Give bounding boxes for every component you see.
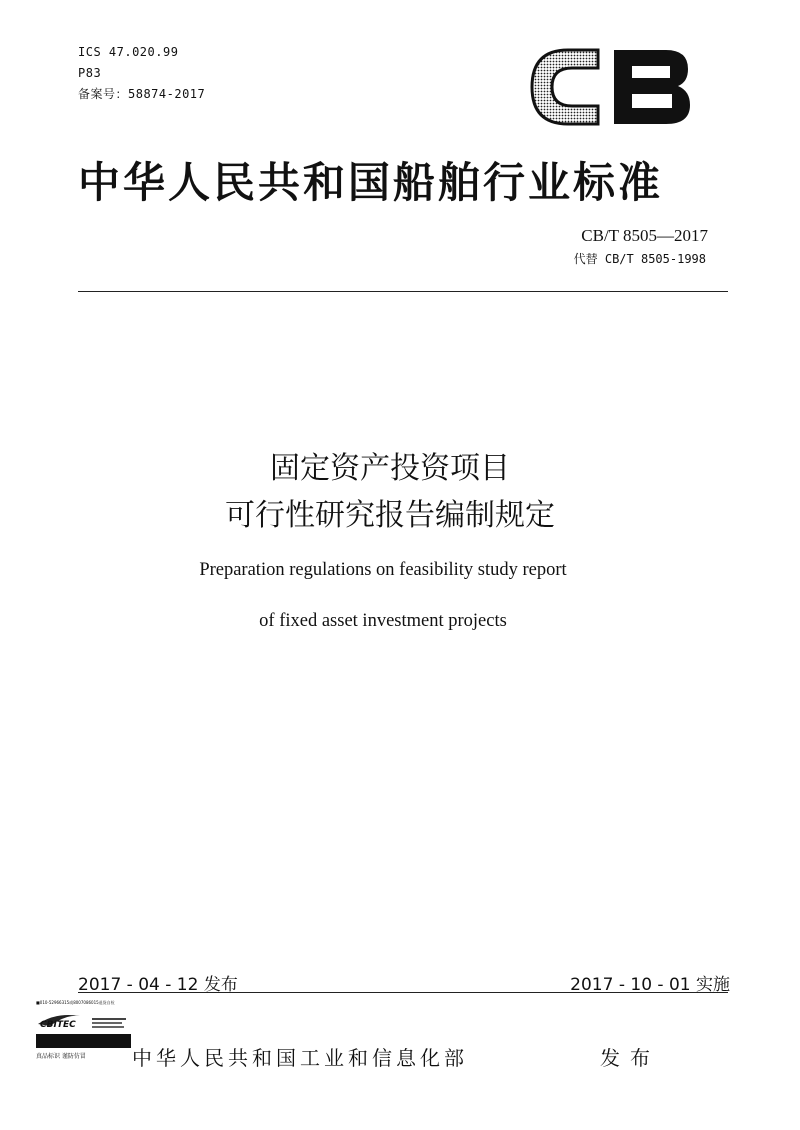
cbitec-logo-icon — [36, 1010, 131, 1032]
stamp-black-bar — [36, 1034, 131, 1048]
header-divider — [78, 291, 728, 292]
english-title-line-2: of fixed asset investment projects — [259, 611, 507, 631]
stamp-phone: ■010-52966315或8007086015退货自检 — [36, 1000, 115, 1005]
chinese-title-line-1: 固定资产投资项目 — [270, 451, 510, 486]
footer-divider — [78, 992, 728, 993]
publisher: 中华人民共和国工业和信息化部 — [132, 1046, 468, 1070]
issue-date: 2017 - 04 - 12 发布 — [78, 975, 238, 995]
stamp-caption: 真品标识 谨防仿冒 — [36, 1053, 86, 1060]
stamp-brand: CBITEC — [40, 1020, 76, 1030]
filing-number: 备案号：58874-2017 — [78, 87, 206, 101]
anti-counterfeit-stamp — [36, 1000, 131, 1062]
chinese-title-line-2: 可行性研究报告编制规定 — [225, 498, 555, 533]
ics-code: ICS 47.020.99 — [78, 45, 179, 59]
implementation-date: 2017 - 10 - 01 实施 — [570, 975, 730, 995]
replaces-standard: 代替 CB/T 8505-1998 — [573, 252, 706, 266]
publish-label: 发布 — [600, 1046, 660, 1070]
standard-category-title: 中华人民共和国船舶行业标准 — [78, 158, 664, 207]
english-title-line-1: Preparation regulations on feasibility study report — [199, 560, 567, 580]
cb-logo-icon — [528, 42, 693, 132]
classification-code: P83 — [78, 66, 102, 80]
standard-number: CB/T 8505—2017 — [581, 226, 708, 245]
